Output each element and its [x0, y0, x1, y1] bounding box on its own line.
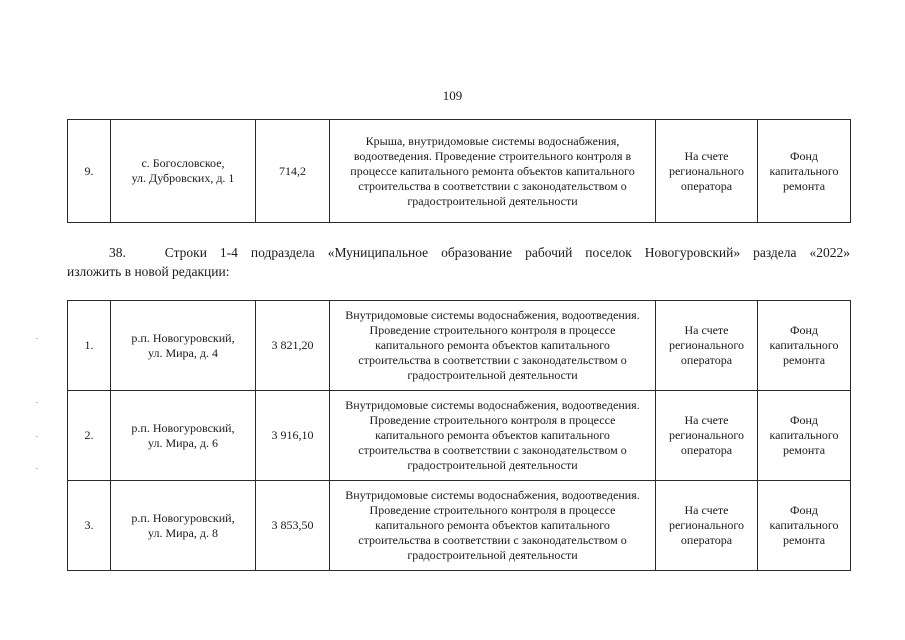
cell-account-line: оператора — [680, 178, 733, 193]
cell-account-line: оператора — [680, 533, 733, 547]
cell-fund-line: ремонта — [782, 353, 826, 367]
cell-area: 3 821,20 — [256, 301, 330, 391]
cell-account — [656, 120, 758, 223]
table-row — [68, 481, 851, 571]
cell-account-line: регионального — [668, 518, 745, 532]
cell-fund-line: капитального — [769, 428, 839, 442]
cell-account-line: На счете — [684, 413, 729, 427]
cell-account-line: оператора — [680, 353, 733, 367]
cell-fund — [758, 301, 851, 391]
cell-account — [656, 481, 758, 571]
cell-account-line: регионального — [668, 163, 745, 178]
cell-work-description — [330, 481, 656, 571]
cell-address-line: ул. Мира, д. 6 — [148, 435, 218, 450]
cell-account-line: регионального — [668, 338, 745, 352]
cell-address-line: ул. Дубровских, д. 1 — [131, 171, 235, 185]
scan-speck — [36, 436, 38, 437]
cell-work-description-line: водоотведения. Проведение строительного контроля в — [353, 148, 632, 163]
scan-speck — [36, 338, 38, 339]
cell-fund-line: Фонд — [789, 503, 818, 517]
cell-fund-line: ремонта — [782, 178, 826, 193]
cell-work-description-line: Проведение строительного контроля в процессе — [369, 503, 616, 517]
cell-fund — [758, 391, 851, 481]
table-after — [67, 300, 851, 571]
cell-area: 3 853,50 — [256, 481, 330, 571]
cell-number: 2. — [68, 391, 111, 481]
cell-address — [111, 391, 256, 481]
cell-fund — [758, 120, 851, 223]
cell-work-description-line: Внутридомовые системы водоснабжения, водоотведения. — [345, 488, 640, 502]
table-after-body — [68, 301, 851, 571]
cell-fund-line: ремонта — [782, 443, 826, 457]
cell-address — [111, 120, 256, 223]
cell-work-description-line: Внутридомовые системы водоснабжения, водоотведения. — [345, 308, 640, 322]
cell-account-line: оператора — [680, 443, 733, 457]
cell-work-description-line: капитального ремонта объектов капитального — [375, 518, 610, 532]
cell-fund-line: Фонд — [789, 413, 818, 427]
cell-area: 714,2 — [256, 120, 330, 223]
amendment-text-2: изложить в новой редакции: — [67, 264, 230, 279]
cell-fund-line: капитального — [769, 338, 839, 352]
cell-fund-line: Фонд — [789, 323, 818, 337]
cell-account — [656, 391, 758, 481]
cell-work-description-line: градостроительной деятельности — [407, 193, 578, 208]
cell-work-description-line: градостроительной деятельности — [407, 458, 578, 472]
cell-address — [111, 301, 256, 391]
cell-work-description-line: строительства в соответствии с законодательством о — [358, 353, 627, 367]
scan-speck — [36, 402, 38, 403]
table-row — [68, 120, 851, 223]
cell-work-description-line: Внутридомовые системы водоснабжения, водоотведения. — [345, 398, 640, 412]
cell-account — [656, 301, 758, 391]
cell-work-description-line: Проведение строительного контроля в процессе — [369, 413, 616, 427]
cell-work-description-line: Проведение строительного контроля в процессе — [369, 323, 616, 337]
cell-work-description-line: строительства в соответствии с законодательством о — [358, 533, 627, 547]
cell-account-line: На счете — [684, 323, 729, 337]
scan-speck — [36, 468, 38, 469]
cell-work-description-line: строительства в соответствии с законодательством о — [358, 443, 627, 457]
cell-fund-line: ремонта — [782, 533, 826, 547]
cell-work-description-line: строительства в соответствии с законодательством о — [358, 178, 627, 193]
amendment-text-1: Строки 1-4 подраздела «Муниципальное образование рабочий поселок Новогуровский» раздела «2022» — [164, 245, 850, 260]
amendment-line-1 — [67, 243, 850, 262]
cell-number: 1. — [68, 301, 111, 391]
cell-account-line: На счете — [684, 148, 729, 163]
cell-fund-line: Фонд — [789, 148, 818, 163]
cell-work-description-line: градостроительной деятельности — [407, 368, 578, 382]
cell-account-line: регионального — [668, 428, 745, 442]
cell-work-description — [330, 120, 656, 223]
amendment-paragraph — [67, 243, 850, 281]
cell-number: 9. — [68, 120, 111, 223]
cell-number: 3. — [68, 481, 111, 571]
cell-fund-line: капитального — [769, 518, 839, 532]
cell-fund — [758, 481, 851, 571]
cell-address-line: р.п. Новогуровский, — [131, 510, 235, 525]
cell-address-line: с. Богословское, — [141, 156, 225, 170]
cell-fund-line: капитального — [769, 163, 839, 178]
table-before-body — [68, 120, 851, 223]
cell-address-line: ул. Мира, д. 8 — [148, 525, 218, 540]
cell-area: 3 916,10 — [256, 391, 330, 481]
cell-work-description — [330, 391, 656, 481]
cell-work-description — [330, 301, 656, 391]
cell-address-line: р.п. Новогуровский, — [131, 330, 235, 345]
cell-work-description-line: градостроительной деятельности — [407, 548, 578, 562]
cell-work-description-line: капитального ремонта объектов капитального — [375, 338, 610, 352]
cell-address — [111, 481, 256, 571]
cell-work-description-line: процессе капитального ремонта объектов капитального — [350, 163, 635, 178]
table-before — [67, 119, 851, 223]
cell-account-line: На счете — [684, 503, 729, 517]
table-row — [68, 301, 851, 391]
cell-work-description-line: Крыша, внутридомовые системы водоснабжения, — [365, 133, 620, 148]
table-row — [68, 391, 851, 481]
cell-address-line: р.п. Новогуровский, — [131, 420, 235, 435]
page-number: 109 — [442, 88, 463, 103]
cell-work-description-line: капитального ремонта объектов капитального — [375, 428, 610, 442]
amendment-number: 38. — [109, 245, 126, 260]
cell-address-line: ул. Мира, д. 4 — [148, 345, 218, 360]
